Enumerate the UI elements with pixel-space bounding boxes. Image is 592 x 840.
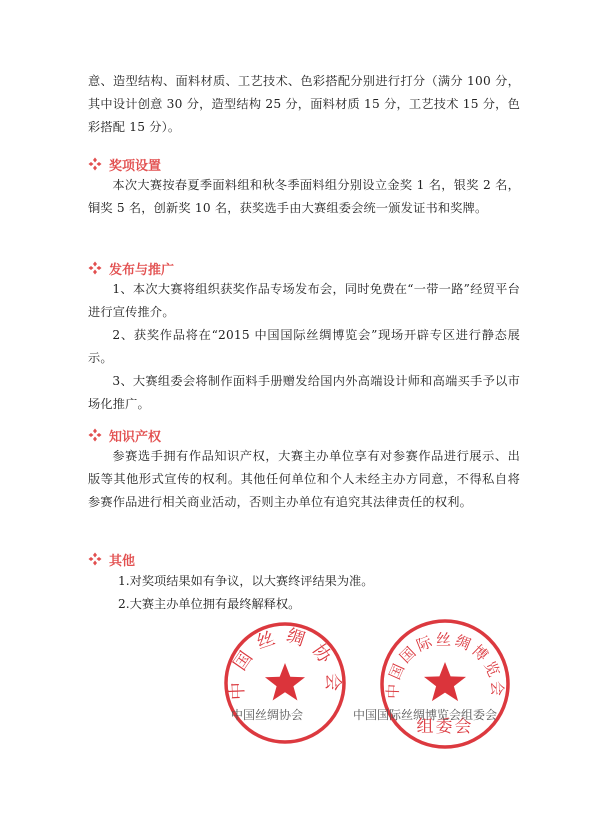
promotion-item-2: 2、获奖作品将在“2015 中国国际丝绸博览会”现场开辟专区进行静态展示。: [88, 328, 520, 365]
section-heading-awards: [88, 154, 161, 174]
section-heading-ip: [88, 425, 161, 445]
signature-org-2: 中国国际丝绸博览会组委会: [353, 708, 498, 722]
svg-text:组委会: 组委会: [416, 717, 474, 737]
section-title: 发布与推广: [109, 262, 175, 278]
svg-text:中国丝绸协会: 中国丝绸协会: [226, 625, 344, 701]
ip-paragraph: 参赛选手拥有作品知识产权，大赛主办单位享有对参赛作品进行展示、出版等其他形式宣传的权利。其他任何单位和个人未经主办方同意，不得私自将参赛作品进行相关商业活动，否则主办单位有追究其法律责任的权利。: [88, 449, 520, 509]
diamond-bullet-icon: [88, 157, 102, 171]
section-title: 知识产权: [109, 429, 162, 445]
diamond-bullet-icon: [88, 552, 102, 566]
seal-china-silk-association: [222, 620, 348, 746]
section-heading-promotion: [88, 258, 174, 278]
diamond-bullet-icon: [88, 428, 102, 442]
svg-text:中国国际丝绸博览会: 中国国际丝绸博览会: [383, 630, 507, 700]
diamond-bullet-icon: [88, 261, 102, 275]
seal-silk-expo-committee: [377, 616, 513, 752]
awards-paragraph: 本次大赛按春夏季面料组和秋冬季面料组分别设立金奖 1 名，银奖 2 名，铜奖 5 名，创新奖 10 名，获奖选手由大赛组委会统一颁发证书和奖牌。: [88, 178, 520, 215]
other-item-1: 1.对奖项结果如有争议，以大赛终评结果为准。: [118, 574, 374, 588]
star-icon: [265, 663, 305, 701]
other-item-2: 2.大赛主办单位拥有最终解释权。: [118, 597, 301, 611]
section-title: 其他: [109, 553, 136, 569]
intro-paragraph: 意、造型结构、面料材质、工艺技术、色彩搭配分别进行打分（满分 100 分，其中设计创意 30 分，造型结构 25 分，面料材质 15 分，工艺技术 15 分，色彩搭配 15 分）。: [88, 74, 520, 134]
section-heading-other: [88, 549, 135, 569]
star-icon: [424, 662, 466, 701]
promotion-item-1: 1、本次大赛将组织获奖作品专场发布会，同时免费在“一带一路”经贸平台进行宣传推介。: [88, 282, 520, 319]
promotion-item-3: 3、大赛组委会将制作面料手册赠发给国内外高端设计师和高端买手予以市场化推广。: [88, 374, 520, 411]
signature-org-1: 中国丝绸协会: [231, 708, 304, 722]
section-title: 奖项设置: [109, 158, 162, 174]
